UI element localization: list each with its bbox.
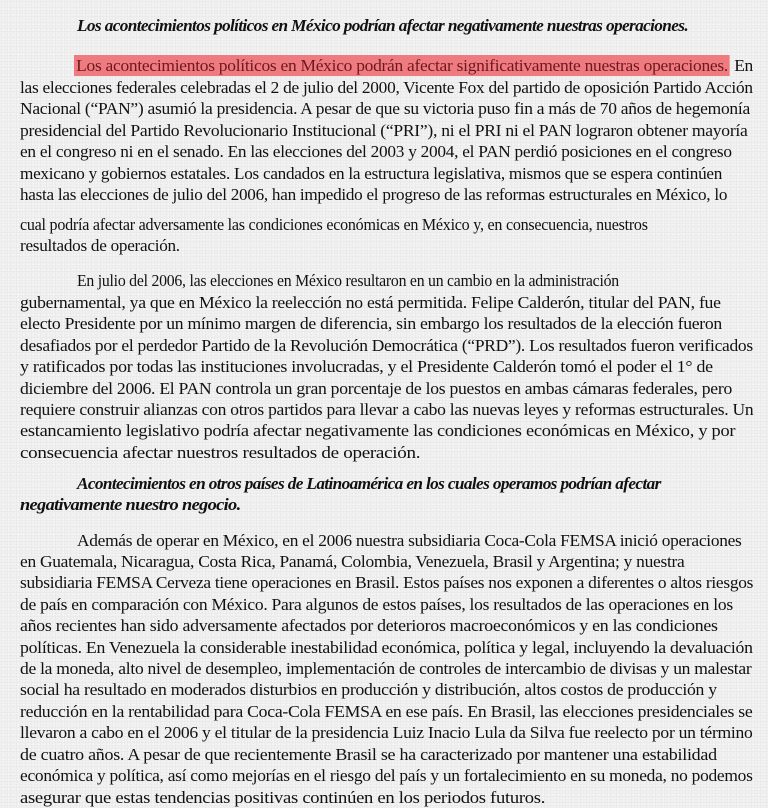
paragraph-line: Nacional (“PAN”) asumió la presidencia. A pesar de que su victoria puso fin a más de 70 años de hegemonía bbox=[20, 99, 750, 118]
paragraph-line: diciembre del 2006. El PAN controla un gran porcentaje de los puestos en ambas cámaras federales, pero bbox=[20, 379, 732, 398]
section-heading: Los acontecimientos políticos en México podrían afectar negativamente nuestras operaciones. bbox=[77, 16, 689, 35]
paragraph-line: gubernamental, ya que en México la reelección no está permitida. Felipe Calderón, titular del PAN, fue bbox=[20, 293, 721, 312]
paragraph-line: llevaron a cabo en el 2006 y el titular de la presidencia Luiz Inacio Lula da Silva fue reelecto por un término bbox=[20, 723, 753, 742]
paragraph-text: En bbox=[734, 56, 754, 75]
paragraph-line: resultados de operación. bbox=[20, 236, 180, 255]
paragraph-line: requiere construir alianzas con otros partidos para llevar a cabo las nuevas leyes y reformas estructurales. Un bbox=[20, 400, 754, 419]
paragraph-line: asegurar que estas tendencias positivas continúen en los periodos futuros. bbox=[20, 788, 546, 807]
paragraph-line: reducción en la rentabilidad para Coca-Cola FEMSA en ese país. En Brasil, las elecciones presidenciales se bbox=[20, 702, 753, 721]
paragraph-line: consecuencia afectar nuestros resultados de operación. bbox=[20, 443, 421, 462]
paragraph-line: Además de operar en México, en el 2006 nuestra subsidiaria Coca-Cola FEMSA inició operaciones bbox=[77, 531, 742, 550]
paragraph-line: de cuatro años. A pesar de que recientemente Brasil se ha caracterizado por mantener una estabilidad bbox=[20, 745, 717, 764]
section-heading: Acontecimientos en otros países de Latinoamérica en los cuales operamos podrían afectar bbox=[77, 474, 661, 493]
paragraph-line: social ha resultado en moderados disturbios en producción y distribución, altos costos de producción y bbox=[20, 680, 717, 699]
paragraph-line: en el congreso ni en el senado. En las elecciones del 2003 y 2004, el PAN perdió posiciones en el congreso bbox=[20, 142, 732, 161]
paragraph-line: las elecciones federales celebradas el 2 de julio del 2000, Vicente Fox del partido de oposición Partido Acción bbox=[20, 78, 753, 97]
paragraph-line bbox=[74, 56, 753, 76]
paragraph-line: de país en comparación con México. Para algunos de estos países, los resultados de las operaciones en los bbox=[20, 595, 733, 614]
paragraph-line: electo Presidente por un mínimo margen de diferencia, sin embargo los resultados de la elección fueron bbox=[20, 314, 722, 333]
paragraph-line: desafiados por el perdedor Partido de la Revolución Democrática (“PRD”). Los resultados fueron verificados bbox=[20, 336, 753, 355]
paragraph-line: presidencial del Partido Revolucionario Institucional (“PRI”), ni el PRI ni el PAN lograron obtener mayoría bbox=[20, 121, 748, 140]
section-heading: negativamente nuestro negocio. bbox=[20, 495, 241, 514]
paragraph-line: y ratificados por todas las instituciones involucradas, y el Presidente Calderón tomó el poder el 1° de bbox=[20, 357, 713, 376]
paragraph-line: en Guatemala, Nicaragua, Costa Rica, Panamá, Colombia, Venezuela, Brasil y Argentina; y nuestra bbox=[20, 552, 685, 571]
paragraph-line: subsidiaria FEMSA Cerveza tiene operaciones en Brasil. Estos países nos exponen a diferentes o altos riesgos bbox=[20, 573, 754, 592]
paragraph-line: En julio del 2006, las elecciones en México resultaron en un cambio en la administración bbox=[77, 271, 619, 290]
paragraph-line: estancamiento legislativo podría afectar negativamente las condiciones económicas en México, y por bbox=[20, 421, 736, 440]
paragraph-line: de la moneda, alto nivel de desempleo, implementación de controles de intercambio de divisas y un malestar bbox=[20, 659, 752, 678]
paragraph-line: hasta las elecciones de julio del 2006, han impedido el progreso de las reformas estructurales en México, lo bbox=[20, 185, 728, 204]
paragraph-line: políticas. En Venezuela la considerable inestabilidad económica, política y legal, incluyendo la devaluación bbox=[20, 638, 753, 657]
paragraph-line: mexicano y gobiernos estatales. Los candados en la estructura legislativa, mismos que se espera continúen bbox=[20, 164, 723, 183]
highlighted-sentence: Los acontecimientos políticos en México podrán afectar significativamente nuestras operaciones. bbox=[74, 55, 730, 76]
paragraph-line: cual podría afectar adversamente las condiciones económicas en México y, en consecuencia, nuestros bbox=[20, 215, 648, 234]
paragraph-line: años recientes han sido adversamente afectados por deterioros macroeconómicos y en las condiciones bbox=[20, 616, 718, 635]
paragraph-line: económica y política, así como mejorías en el riesgo del país y un fortalecimiento en su moneda, no podemos bbox=[20, 766, 753, 785]
